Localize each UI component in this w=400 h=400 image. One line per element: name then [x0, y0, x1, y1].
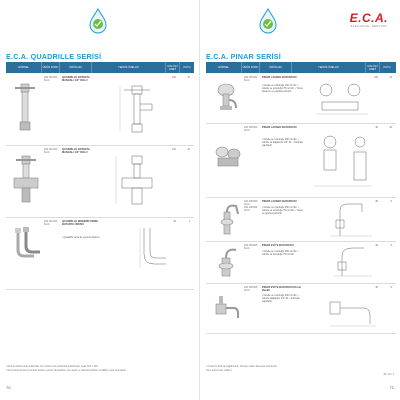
water-drop-logo-icon — [256, 8, 280, 34]
table-row — [6, 218, 194, 290]
technical-drawing — [312, 78, 372, 120]
table-row — [206, 284, 396, 334]
product-notes: • Gövde ve uzunluğu 300 mm'dir. • Gövde bağlantısı 1/2" dir. • Kartuşlu yapıdadır. — [262, 294, 300, 304]
box-qty: 5 — [390, 244, 392, 247]
product-name: QUADRILLE BATARYA MANASLI 1/2" KOLU — [62, 148, 90, 154]
header-spec: TEKNİK ÖZELLİK — [92, 62, 166, 73]
section-title: E.C.A. PINAR SERİSİ — [206, 52, 281, 61]
product-code: 102 102 003 Krom — [44, 220, 58, 226]
product-notes: • Gövde ve uzunluğu 100 mm'dir. • Gövde ve uzunluğu 75 mm'dir. • Yüzey tasarımı ve gövdesi pirinçtir. — [262, 84, 303, 94]
box-qty: 5 — [390, 286, 392, 289]
product-code: 102 108 001 Krom — [244, 76, 258, 82]
package-qty: 40 — [375, 126, 378, 129]
page-number: 70 — [6, 385, 11, 390]
right-page — [200, 0, 400, 400]
product-code: 102 102 001 Krom — [44, 76, 58, 82]
header-image: GÖRSEL — [6, 62, 42, 73]
product-name: PINAR LAVABO BATARYASI — [262, 76, 297, 79]
technical-drawing — [136, 224, 172, 274]
table-row — [206, 198, 396, 242]
box-qty: 5 — [390, 200, 392, 203]
brand-tagline: ELEGANCE. SERVICE. — [350, 24, 388, 28]
footnote: • Ürünlerin ECA ile bağlantılıdır. Tavsiye edilen aksesuar ürünleridir. Ürün seçimi için 1-800-1. — [206, 365, 278, 372]
product-name: PINAR LAVABO BATARYASI — [262, 200, 297, 203]
reference-number: 30 / 10 / 1 — [383, 373, 394, 376]
technical-drawing — [110, 152, 166, 212]
box-qty: 10 — [187, 76, 190, 79]
technical-drawing — [326, 200, 376, 240]
footnote: • ECA armatürlerinde kullanılan tüm ürünler ürün kodunda belirtilmiştir. Şekil 102 1 100. • Resimdeki ürünler çizimlerle birebir uyumlu olmayabilir; ürün kodu ve tabloda belirtilen özellikler esas alınmalıdır. — [6, 365, 127, 372]
table-row — [6, 74, 194, 146]
technical-drawing — [114, 82, 162, 140]
pinar-faucet-image — [212, 80, 240, 116]
table-row — [206, 124, 396, 198]
technical-drawing — [330, 244, 376, 280]
product-notes: • Quadrille serisi ile uyumlu tasarım. — [62, 236, 101, 239]
header-name: ÜRÜN ADI — [60, 62, 92, 73]
package-qty: 30 — [375, 244, 378, 247]
product-notes: • Gövde ve uzunluğu 100 mm'dir. • Gövde ve uzunluğu 75 mm'dir. — [262, 250, 299, 257]
section-title: E.C.A. QUADRILLE SERİSİ — [6, 52, 102, 61]
pinar-faucet-image — [212, 142, 242, 178]
brand-name: E.C.A. — [349, 11, 388, 25]
table-header — [206, 62, 396, 73]
box-qty: 10 — [389, 76, 392, 79]
product-name: PINAR LAVABO BATARYASI — [262, 126, 297, 129]
product-code: 102 102 002 Krom — [44, 148, 58, 154]
product-code: 102 108 005 Krom — [244, 244, 258, 250]
product-code: 102 108 002 Krom — [244, 126, 258, 132]
header-box: KUTU — [383, 66, 391, 69]
quadrille-fitting-image — [12, 226, 42, 266]
header-pkg: KOLİ İÇİ ADET — [166, 62, 180, 73]
header-image: GÖRSEL — [206, 62, 242, 73]
table-header — [6, 62, 194, 73]
product-code: 102 108 003 Krom 102 108 004 Krom — [244, 200, 258, 212]
header-pkg: KOLİ İÇİ ADET — [366, 62, 380, 73]
package-qty: 30 — [375, 286, 378, 289]
page-number: 71 — [389, 385, 394, 390]
header-name: ÜRÜN ADI — [260, 62, 292, 73]
pinar-swivel-faucet-image — [212, 202, 242, 238]
water-drop-logo-icon — [86, 8, 110, 34]
product-name: PINAR EVİYE BATARYASI — [262, 244, 294, 247]
table-row — [206, 242, 396, 284]
product-code: 102 108 006 Krom — [244, 286, 258, 292]
product-notes: • Gövde ve uzunluğu 150 mm'dir. • Gövde ve uzunluğu 75 mm'dir. • Yüzey ve gövdesi pirinçtir. — [262, 206, 303, 216]
pinar-wall-faucet-image — [212, 290, 242, 326]
product-name: QUADRILLE BATARYA MANASLI 1/2" KOLU — [62, 76, 90, 82]
pinar-sink-faucet-image — [212, 244, 242, 278]
package-qty: 100 — [172, 76, 176, 79]
box-qty: 10 — [389, 126, 392, 129]
box-qty: 1 — [188, 220, 190, 223]
box-qty: 10 — [187, 148, 190, 151]
header-spec: TEKNİK ÖZELLİK — [292, 62, 366, 73]
package-qty: 40 — [173, 220, 176, 223]
product-notes: • Gövde ve uzunluğu 100 mm'dir. • Gövde ve bağlantısı 1/2" dir. • Kartuşlu yapıdadır. — [262, 138, 303, 148]
package-qty: 100 — [172, 148, 176, 151]
package-qty: 100 — [374, 76, 378, 79]
quadrille-valve-image — [12, 154, 40, 208]
header-box: KUTU — [183, 66, 191, 69]
header-code: ÜRÜN KODU — [242, 62, 260, 73]
technical-drawing — [324, 288, 380, 330]
table-row — [206, 74, 396, 124]
eca-brand-logo — [350, 12, 388, 28]
package-qty: 30 — [375, 200, 378, 203]
header-code: ÜRÜN KODU — [42, 62, 60, 73]
technical-drawing — [310, 128, 376, 194]
quadrille-valve-image — [12, 82, 38, 136]
table-row — [6, 146, 194, 218]
product-name: PINAR EVİYE BATARYASI Krom Renkli — [262, 286, 302, 292]
product-name: QUADRILLE MODERN TEMİZ BATARYA ÜRÜNÜ — [62, 220, 98, 226]
